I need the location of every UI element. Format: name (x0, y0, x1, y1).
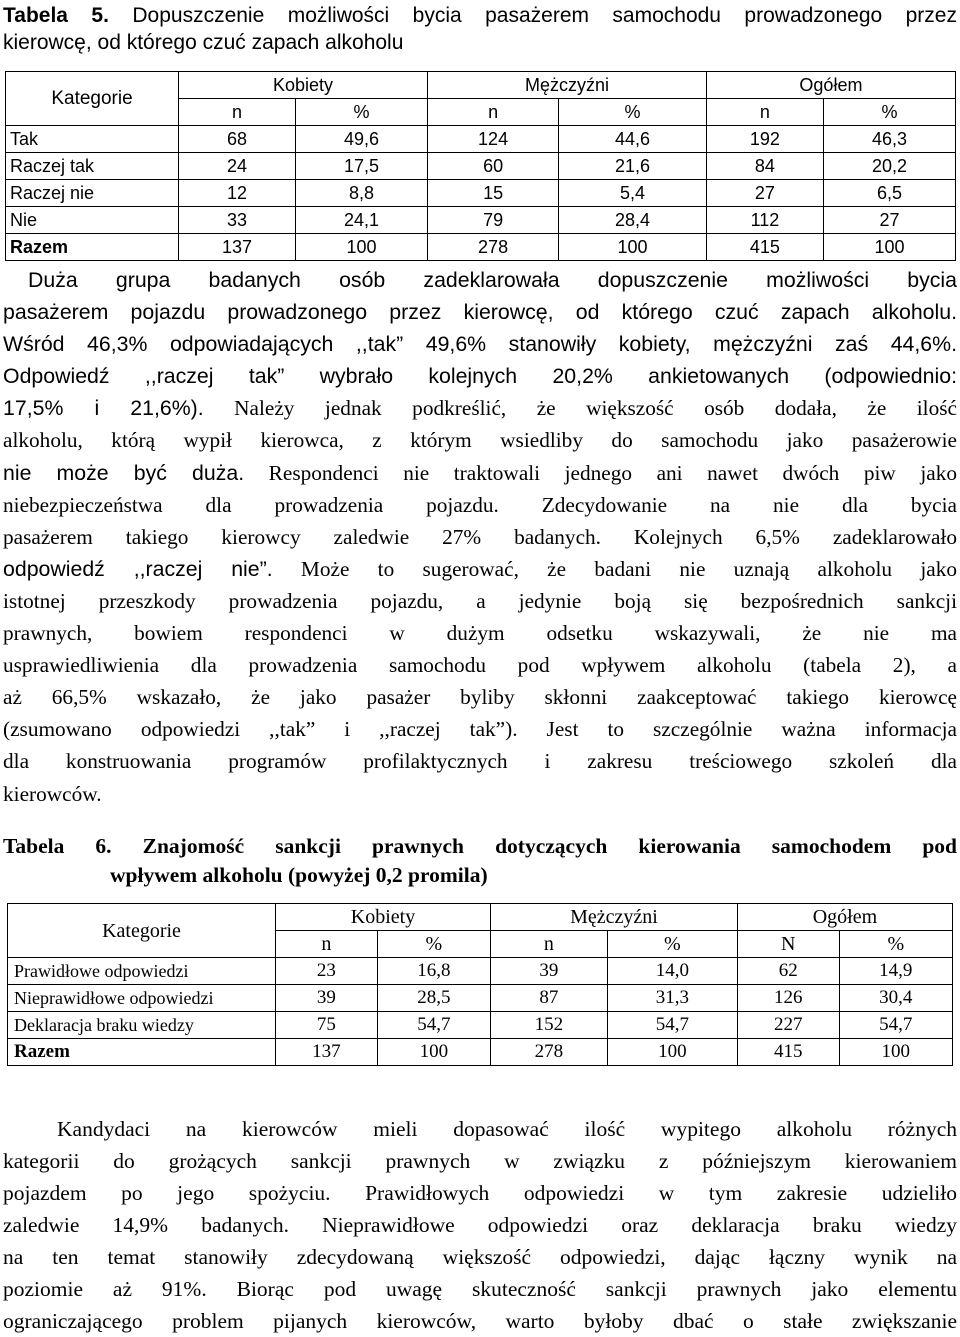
cell: 192 (706, 126, 823, 153)
row-label: Nieprawidłowe odpowiedzi (8, 985, 276, 1012)
table5-group-header: Mężczyźni (428, 72, 707, 99)
text-fragment: 17,5% i 21,6%). (3, 396, 204, 421)
table5-caption (3, 2, 957, 56)
cell: 54,7 (607, 1012, 737, 1039)
cell: 24 (179, 153, 296, 180)
cell: 54,7 (377, 1012, 490, 1039)
text-line: prawnych, bowiem respondenci w dużym odsetku wskazywali, że nie ma (3, 621, 957, 646)
text-line: Duża grupa badanych osób zadeklarowała dopuszczenie możliwości bycia (28, 268, 957, 292)
text-line: kategorii do grożących sankcji prawnych w związku z późniejszym kierowaniem (3, 1149, 957, 1173)
text-line: pasażerem pojazdu prowadzonego przez kierowcę, od którego czuć zapach alkoholu. (3, 300, 957, 325)
table-row-total (8, 1039, 953, 1066)
table5-group-header: Kobiety (179, 72, 428, 99)
table6-subheader: N (737, 931, 839, 958)
text-line: Kandydaci na kierowców mieli dopasować ilość wypitego alkoholu różnych (57, 1117, 957, 1141)
cell: 17,5 (296, 153, 428, 180)
text-line (3, 392, 957, 424)
cell: 100 (839, 1039, 952, 1066)
cell: 137 (179, 234, 296, 261)
paragraph-2 (3, 1113, 957, 1337)
table6-category-header: Kategorie (8, 904, 276, 958)
table-row (6, 207, 956, 234)
text-line: niebezpieczeństwa dla prowadzenia pojazdu. Zdecydowanie na nie dla bycia (3, 492, 957, 517)
cell: 84 (706, 153, 823, 180)
cell: 124 (428, 126, 559, 153)
cell: 278 (491, 1039, 608, 1066)
cell: 16,8 (377, 958, 490, 985)
table5-subheader: % (823, 99, 955, 126)
text-fragment: Może to sugerować, że badani nie uznają alkoholu jako (272, 556, 957, 581)
text-line: Odpowiedź ,,raczej tak” wybrało kolejnych 20,2% ankietowanych (odpowiednio: (3, 364, 957, 389)
table5 (5, 71, 956, 261)
cell: 100 (823, 234, 955, 261)
cell: 100 (377, 1039, 490, 1066)
table-row-total (6, 234, 956, 261)
text-line: pojazdem po jego spożyciu. Prawidłowych odpowiedzi w tym zakresie udzieliło (3, 1181, 957, 1205)
table-row (6, 153, 956, 180)
text-line: pasażerem takiego kierowcy zaledwie 27% badanych. Kolejnych 6,5% zadeklarowało (3, 524, 957, 549)
cell: 28,4 (559, 207, 707, 234)
text-line: zaledwie 14,9% badanych. Nieprawidłowe odpowiedzi oraz deklaracja braku wiedzy (3, 1213, 957, 1237)
table-row (8, 958, 953, 985)
row-label: Razem (8, 1039, 276, 1066)
cell: 21,6 (559, 153, 707, 180)
row-label: Nie (6, 207, 179, 234)
cell: 227 (737, 1012, 839, 1039)
table-row (6, 180, 956, 207)
table-row (6, 126, 956, 153)
table-row (8, 1012, 953, 1039)
text-line (3, 457, 957, 489)
text-fragment: Respondenci nie traktowali jednego ani nawet dwóch piw jako (244, 460, 957, 485)
table5-caption-line1 (3, 2, 957, 29)
table6-group-header: Mężczyźni (491, 904, 738, 931)
text-line: poziomie aż 91%. Biorąc pod uwagę skuteczność sankcji prawnych jako elementu (3, 1277, 957, 1301)
text-line (3, 553, 957, 585)
table6-subheader: % (377, 931, 490, 958)
cell: 49,6 (296, 126, 428, 153)
row-label: Prawidłowe odpowiedzi (8, 958, 276, 985)
text-line: alkoholu, którą wypił kierowca, z którym wsiedliby do samochodu jako pasażerowie (3, 428, 957, 453)
cell: 100 (559, 234, 707, 261)
cell: 126 (737, 985, 839, 1012)
text-fragment: nie może być duża. (3, 460, 245, 485)
cell: 415 (706, 234, 823, 261)
cell: 12 (179, 180, 296, 207)
text-line: na ten temat stanowiły zdecydowaną większość odpowiedzi, dając łączny wynik na (3, 1245, 957, 1269)
row-label: Deklaracja braku wiedzy (8, 1012, 276, 1039)
table6-group-header: Kobiety (276, 904, 491, 931)
text-line: aż 66,5% wskazało, że jako pasażer byliby skłonni zaakceptować takiego kierowcę (3, 685, 957, 710)
cell: 5,4 (559, 180, 707, 207)
table5-subheader: % (559, 99, 707, 126)
table6 (7, 903, 953, 1066)
row-label: Tak (6, 126, 179, 153)
table5-title: Dopuszczenie możliwości bycia pasażerem samochodu prowadzonego przez (132, 4, 957, 27)
table6-subheader: % (839, 931, 952, 958)
text-line: (zsumowano odpowiedzi ,,tak” i ,,raczej tak”). Jest to szczególnie ważna informacja (3, 717, 957, 742)
cell: 87 (491, 985, 608, 1012)
cell: 24,1 (296, 207, 428, 234)
text-line: Wśród 46,3% odpowiadających ,,tak” 49,6% stanowiły kobiety, mężczyźni zaś 44,6%. (3, 332, 957, 357)
table5-subheader: n (428, 99, 559, 126)
cell: 112 (706, 207, 823, 234)
text-line: ograniczającego problem pijanych kierowców, warto byłoby dbać o stałe zwiększanie (3, 1309, 957, 1333)
text-fragment: odpowiedź ,,raczej nie”. (3, 556, 273, 581)
cell: 100 (296, 234, 428, 261)
cell: 75 (276, 1012, 378, 1039)
table6-subheader: n (276, 931, 378, 958)
table6-group-header: Ogółem (737, 904, 952, 931)
cell: 137 (276, 1039, 378, 1066)
table-row (8, 985, 953, 1012)
table5-title-cont: kierowcę, od którego czuć zapach alkoholu (3, 31, 404, 54)
cell: 68 (179, 126, 296, 153)
cell: 8,8 (296, 180, 428, 207)
text-line: usprawiedliwienia dla prowadzenia samochodu pod wpływem alkoholu (tabela 2), a (3, 653, 957, 678)
text-line: istotnej przeszkody prowadzenia pojazdu, a jedynie boją się bezpośrednich sankcji (3, 588, 957, 613)
cell: 14,9 (839, 958, 952, 985)
cell: 33 (179, 207, 296, 234)
cell: 100 (607, 1039, 737, 1066)
text-line: kierowców. (3, 781, 102, 806)
cell: 46,3 (823, 126, 955, 153)
table6-subheader: % (607, 931, 737, 958)
table6-caption (3, 832, 957, 890)
cell: 60 (428, 153, 559, 180)
cell: 23 (276, 958, 378, 985)
text-line: dla konstruowania programów profilaktycznych i zakresu treściowego szkoleń dla (3, 749, 957, 774)
table6-caption-line2: wpływem alkoholu (powyżej 0,2 promila) (110, 863, 488, 887)
cell: 30,4 (839, 985, 952, 1012)
cell: 27 (823, 207, 955, 234)
cell: 27 (706, 180, 823, 207)
cell: 39 (491, 958, 608, 985)
cell: 28,5 (377, 985, 490, 1012)
table5-subheader: % (296, 99, 428, 126)
cell: 6,5 (823, 180, 955, 207)
cell: 44,6 (559, 126, 707, 153)
table5-category-header: Kategorie (6, 72, 179, 126)
row-label: Raczej nie (6, 180, 179, 207)
cell: 415 (737, 1039, 839, 1066)
cell: 14,0 (607, 958, 737, 985)
cell: 278 (428, 234, 559, 261)
row-label: Raczej tak (6, 153, 179, 180)
table5-group-header: Ogółem (706, 72, 955, 99)
table5-label: Tabela 5. (3, 4, 109, 27)
table6-subheader: n (491, 931, 608, 958)
paragraph-1 (3, 264, 957, 810)
cell: 62 (737, 958, 839, 985)
table5-subheader: n (706, 99, 823, 126)
cell: 79 (428, 207, 559, 234)
cell: 20,2 (823, 153, 955, 180)
text-fragment: Należy jednak podkreślić, że większość osób dodała, że ilość (203, 396, 957, 421)
cell: 15 (428, 180, 559, 207)
table6-caption-line1: Tabela 6. Znajomość sankcji prawnych dotyczących kierowania samochodem pod (3, 834, 957, 858)
cell: 39 (276, 985, 378, 1012)
table5-subheader: n (179, 99, 296, 126)
row-label: Razem (6, 234, 179, 261)
table6-header-row (8, 904, 953, 931)
cell: 54,7 (839, 1012, 952, 1039)
cell: 152 (491, 1012, 608, 1039)
table5-header-row (6, 72, 956, 99)
cell: 31,3 (607, 985, 737, 1012)
